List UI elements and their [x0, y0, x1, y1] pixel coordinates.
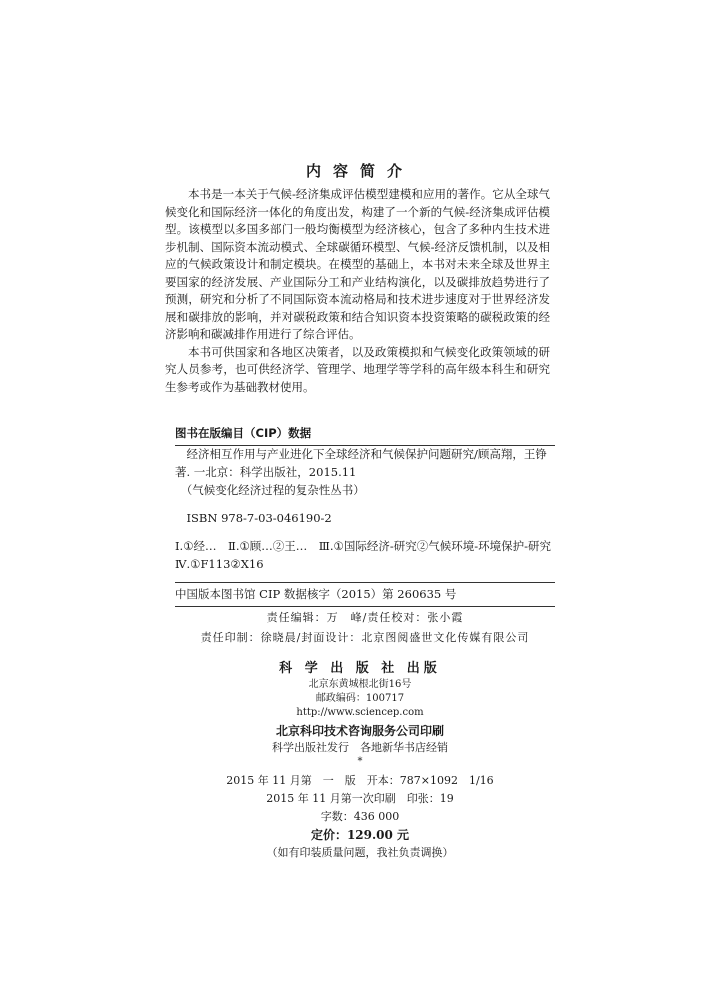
editor-credit: 责任编辑：万 峰/责任校对：张小霞	[266, 611, 464, 624]
publisher-name: 科 学 出 版 社 出版	[279, 661, 441, 676]
summary-paragraph-2: 本书可供国家和各地区决策者，以及政策模拟和气候变化政策领域的研究人员参考，也可供经济学、管理学、地理学等学科的高年级本科生和研究生参考或作为基础教材使用。	[165, 344, 550, 394]
edition-info: 2015 年 11 月第 一 版 开本：787×1092 1/16	[226, 774, 494, 787]
cip-entry: 经济相互作用与产业进化下全球经济和气候保护问题研究/顾高翔，王铮著. 一北京：科学出版社，2015.11	[175, 447, 547, 479]
price: 定价：129.00 元	[310, 828, 410, 842]
cip-record-number: 中国版本图书馆 CIP 数据核字（2015）第 260635 号	[175, 582, 555, 607]
cip-entry-block	[175, 445, 555, 499]
print-specs	[0, 772, 720, 862]
summary-paragraph-1: 本书是一本关于气候-经济集成评估模型建模和应用的著作。它从全球气候变化和国际经济一体化的角度出发，构建了一个新的气候-经济集成评估模型。该模型以多国多部门一般均衡模型为经济核心，包含了多种内生技术进步机制、国际资本流动模式、全球碳循环模型、气候-经济反馈机制，以及相应的气候政策设计和制定模块。在模型的基础上，本书对未来全球及世界主要国家的经济发展、产业国际分工和产业结构演化，以及碳排放趋势进行了预测，研究和分析了不同国际资本流动格局和技术进步速度对于世界经济发展和碳排放的影响，并对碳税政策和结合知识资本投资策略的碳税政策的经济影响和碳减排作用进行了综合评估。	[165, 187, 550, 341]
word-count: 字数：436 000	[320, 810, 400, 823]
cip-record	[175, 445, 563, 573]
separator-star: *	[357, 756, 363, 767]
publisher-address: 北京东黄城根北街16号	[308, 679, 412, 690]
cip-classification: Ⅰ.①经… Ⅱ.①顾…②王… Ⅲ.①国际经济-研究②气候环境-环境保护-研究 Ⅳ.①F113②X16	[175, 539, 563, 571]
quality-notice: （如有印装质量问题，我社负责调换）	[266, 846, 454, 859]
printer-name: 北京科印技术咨询服务公司印刷	[275, 724, 444, 738]
cip-heading: 图书在版编目（CIP）数据	[175, 425, 555, 446]
distribution-info: 科学出版社发行 各地新华书店经销	[272, 741, 448, 754]
publisher-url: http://www.sciencep.com	[296, 707, 424, 718]
summary-section	[165, 186, 550, 396]
cip-series: （气候变化经济过程的复杂性丛书）	[180, 483, 365, 497]
production-credit: 责任印制：徐晓晨/封面设计：北京图阅盛世文化传媒有限公司	[200, 631, 530, 644]
printing-info: 2015 年 11 月第一次印刷 印张：19	[266, 792, 454, 805]
publisher-postcode: 邮政编码：100717	[315, 693, 405, 704]
page-title: 内容简介	[305, 162, 414, 180]
publisher-block	[0, 660, 720, 768]
staff-credits	[175, 608, 555, 648]
cip-isbn: ISBN 978-7-03-046190-2	[186, 511, 332, 525]
